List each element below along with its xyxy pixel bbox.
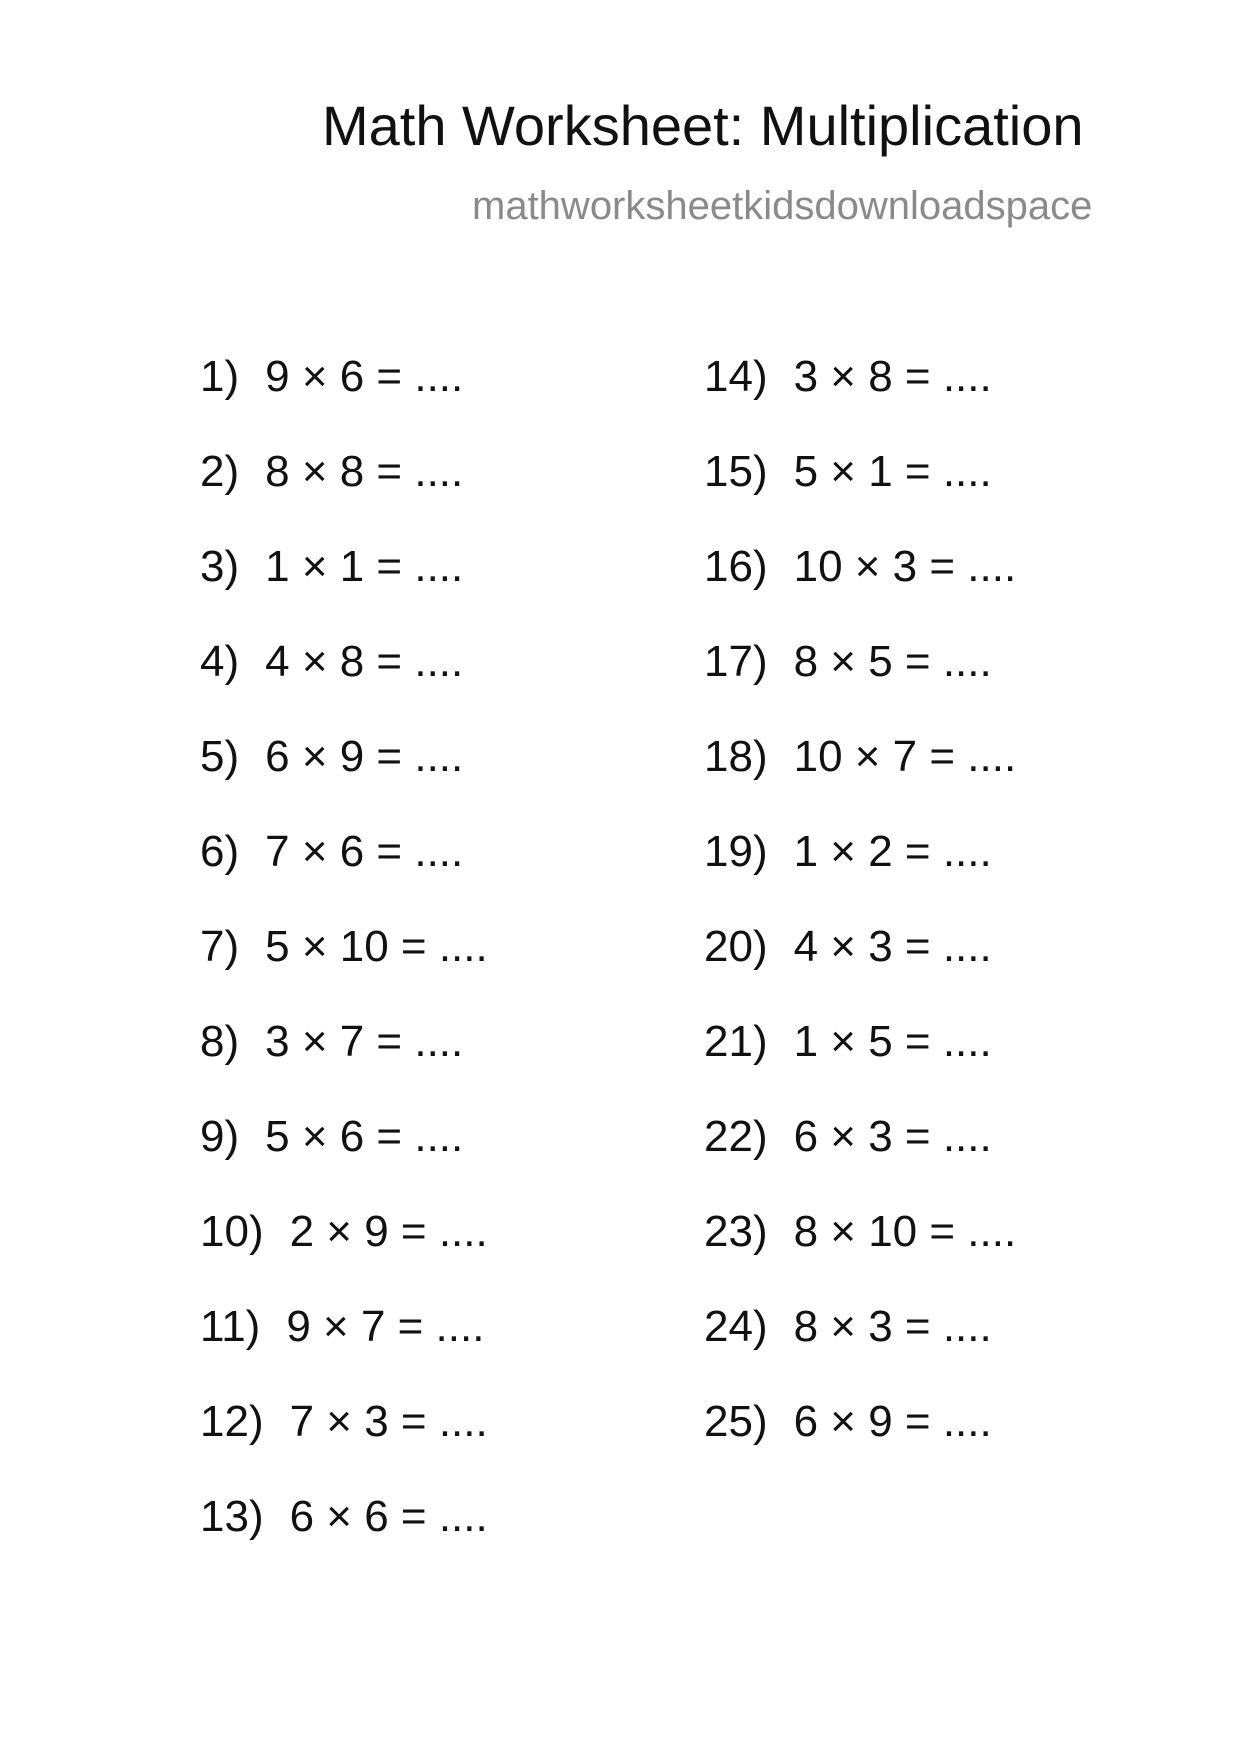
page-subtitle: mathworksheetkidsdownloadspace — [472, 184, 1093, 228]
problem-number: 1) — [200, 352, 240, 401]
problem-item — [200, 352, 488, 450]
problem-item — [200, 1207, 488, 1305]
problem-item — [704, 1207, 1017, 1305]
problem-item — [200, 637, 488, 735]
problem-number: 20) — [704, 922, 768, 971]
problem-item — [200, 542, 488, 640]
problem-expression: 5 × 10 = .... — [265, 922, 488, 971]
problem-expression: 9 × 7 = .... — [286, 1302, 485, 1351]
problem-expression: 5 × 1 = .... — [793, 447, 992, 496]
problem-expression: 7 × 6 = .... — [265, 827, 464, 876]
problem-number: 14) — [704, 352, 768, 401]
problem-item — [200, 922, 488, 1020]
problem-number: 22) — [704, 1112, 768, 1161]
problem-number: 16) — [704, 542, 768, 591]
problem-number: 7) — [200, 922, 240, 971]
problem-item — [704, 827, 1016, 925]
problem-item — [704, 732, 1017, 830]
problem-number: 24) — [704, 1302, 768, 1351]
problem-item — [704, 637, 1016, 735]
problem-item — [200, 732, 488, 830]
problem-column-left — [200, 352, 488, 1590]
problem-number: 25) — [704, 1397, 768, 1446]
problem-expression: 4 × 3 = .... — [793, 922, 992, 971]
problem-expression: 1 × 2 = .... — [793, 827, 992, 876]
problem-item — [704, 1112, 1016, 1210]
problem-item — [200, 1017, 488, 1115]
problem-number: 2) — [200, 447, 240, 496]
problem-number: 19) — [704, 827, 768, 876]
problem-expression: 8 × 8 = .... — [265, 447, 464, 496]
problem-expression: 9 × 6 = .... — [265, 352, 464, 401]
problem-expression: 6 × 9 = .... — [265, 732, 464, 781]
problem-number: 15) — [704, 447, 768, 496]
problem-item — [704, 1302, 1016, 1400]
problem-number: 11) — [200, 1302, 261, 1351]
problem-number: 17) — [704, 637, 768, 686]
problem-number: 5) — [200, 732, 240, 781]
problem-number: 6) — [200, 827, 240, 876]
problem-expression: 1 × 5 = .... — [793, 1017, 992, 1066]
problem-number: 12) — [200, 1397, 264, 1446]
problem-expression: 8 × 5 = .... — [793, 637, 992, 686]
problem-number: 9) — [200, 1112, 240, 1161]
problem-item — [704, 922, 1016, 1020]
problem-expression: 1 × 1 = .... — [265, 542, 464, 591]
problem-column-right — [704, 352, 1017, 1495]
problem-item — [704, 447, 1016, 545]
problem-item — [704, 542, 1017, 640]
problem-expression: 8 × 10 = .... — [793, 1207, 1017, 1256]
problem-number: 8) — [200, 1017, 240, 1066]
problem-item — [200, 447, 488, 545]
problem-item — [704, 1017, 1016, 1115]
problem-expression: 6 × 3 = .... — [793, 1112, 992, 1161]
problem-number: 4) — [200, 637, 240, 686]
problem-item — [704, 1397, 1016, 1495]
problem-number: 23) — [704, 1207, 768, 1256]
problem-expression: 10 × 3 = .... — [793, 542, 1017, 591]
problem-expression: 6 × 6 = .... — [289, 1492, 488, 1541]
problem-item — [704, 352, 1016, 450]
problem-item — [200, 1302, 488, 1400]
problem-expression: 6 × 9 = .... — [793, 1397, 992, 1446]
problem-expression: 3 × 7 = .... — [265, 1017, 464, 1066]
problem-expression: 3 × 8 = .... — [793, 352, 992, 401]
problem-expression: 10 × 7 = .... — [793, 732, 1017, 781]
problem-number: 3) — [200, 542, 240, 591]
problem-expression: 8 × 3 = .... — [793, 1302, 992, 1351]
page-title: Math Worksheet: Multiplication — [322, 94, 1084, 157]
problem-item — [200, 1492, 488, 1590]
problem-item — [200, 1397, 488, 1495]
problem-number: 21) — [704, 1017, 768, 1066]
problem-number: 13) — [200, 1492, 264, 1541]
problem-number: 10) — [200, 1207, 264, 1256]
problem-expression: 5 × 6 = .... — [265, 1112, 464, 1161]
problem-expression: 2 × 9 = .... — [289, 1207, 488, 1256]
problem-expression: 4 × 8 = .... — [265, 637, 464, 686]
problem-number: 18) — [704, 732, 768, 781]
problem-expression: 7 × 3 = .... — [289, 1397, 488, 1446]
problem-item — [200, 827, 488, 925]
problem-item — [200, 1112, 488, 1210]
